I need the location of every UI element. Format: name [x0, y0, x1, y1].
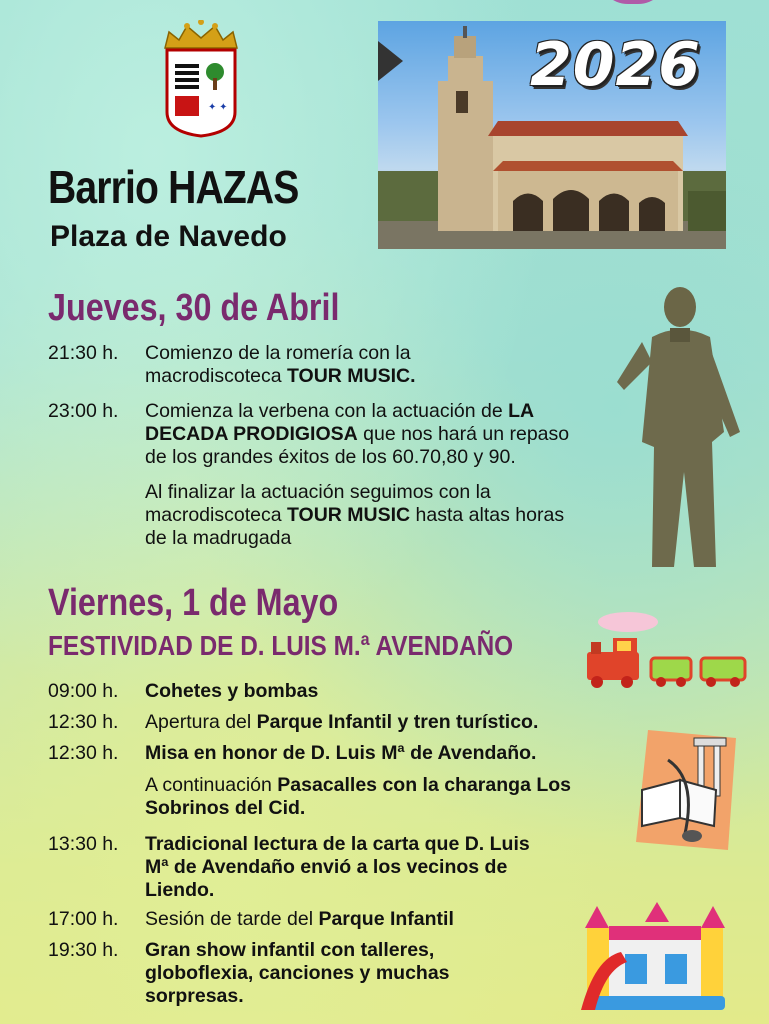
event-time: 17:00 h. — [48, 908, 119, 930]
event-time: 12:30 h. — [48, 742, 119, 764]
event-description: Apertura del Parque Infantil y tren turístico. — [145, 711, 539, 733]
coat-of-arms-icon — [155, 20, 247, 140]
book-quill-icon — [628, 720, 746, 860]
top-decoration — [598, 0, 668, 4]
event-description: Comienza la verbena con la actuación de LA DECADA PRODIGIOSA que nos hará un repaso de los grandes éxitos de los 60.70,80 y 90. — [145, 400, 570, 468]
event-description: Cohetes y bombas — [145, 680, 319, 702]
event-description: Comienzo de la romería con la macrodiscoteca TOUR MUSIC. — [145, 342, 416, 387]
day-heading-jueves: Jueves, 30 de Abril — [48, 287, 340, 329]
statue-icon — [612, 282, 747, 572]
event-description: Gran show infantil con talleres, globoflexia, canciones y muchas sorpresas. — [145, 939, 450, 1007]
day-heading-viernes: Viernes, 1 de Mayo — [48, 582, 339, 624]
event-time: 13:30 h. — [48, 833, 119, 855]
festivity-heading: FESTIVIDAD DE D. LUIS M.ª AVENDAÑO — [48, 630, 514, 661]
event-description: Tradicional lectura de la carta que D. Luis Mª de Avendaño envió a los vecinos de Liendo. — [145, 833, 530, 901]
event-description: A continuación Pasacalles con la charanga Los Sobrinos del Cid. — [145, 774, 571, 819]
event-description: Sesión de tarde del Parque Infantil — [145, 908, 454, 930]
event-time: 12:30 h. — [48, 711, 119, 733]
year-label: 2026 — [530, 30, 701, 100]
event-time: 09:00 h. — [48, 680, 119, 702]
event-description: Al finalizar la actuación seguimos con la macrodiscoteca TOUR MUSIC hasta altas horas de la madrugada — [145, 481, 565, 549]
event-time: 21:30 h. — [48, 342, 119, 364]
event-description: Misa en honor de D. Luis Mª de Avendaño. — [145, 742, 537, 764]
page-subtitle: Plaza de Navedo — [50, 220, 287, 253]
svg-text:✦ ✦: ✦ ✦ — [208, 102, 228, 113]
event-time: 19:30 h. — [48, 939, 119, 961]
event-time: 23:00 h. — [48, 400, 119, 422]
bouncy-castle-icon — [575, 898, 735, 1016]
page-title: Barrio HAZAS — [48, 161, 299, 213]
